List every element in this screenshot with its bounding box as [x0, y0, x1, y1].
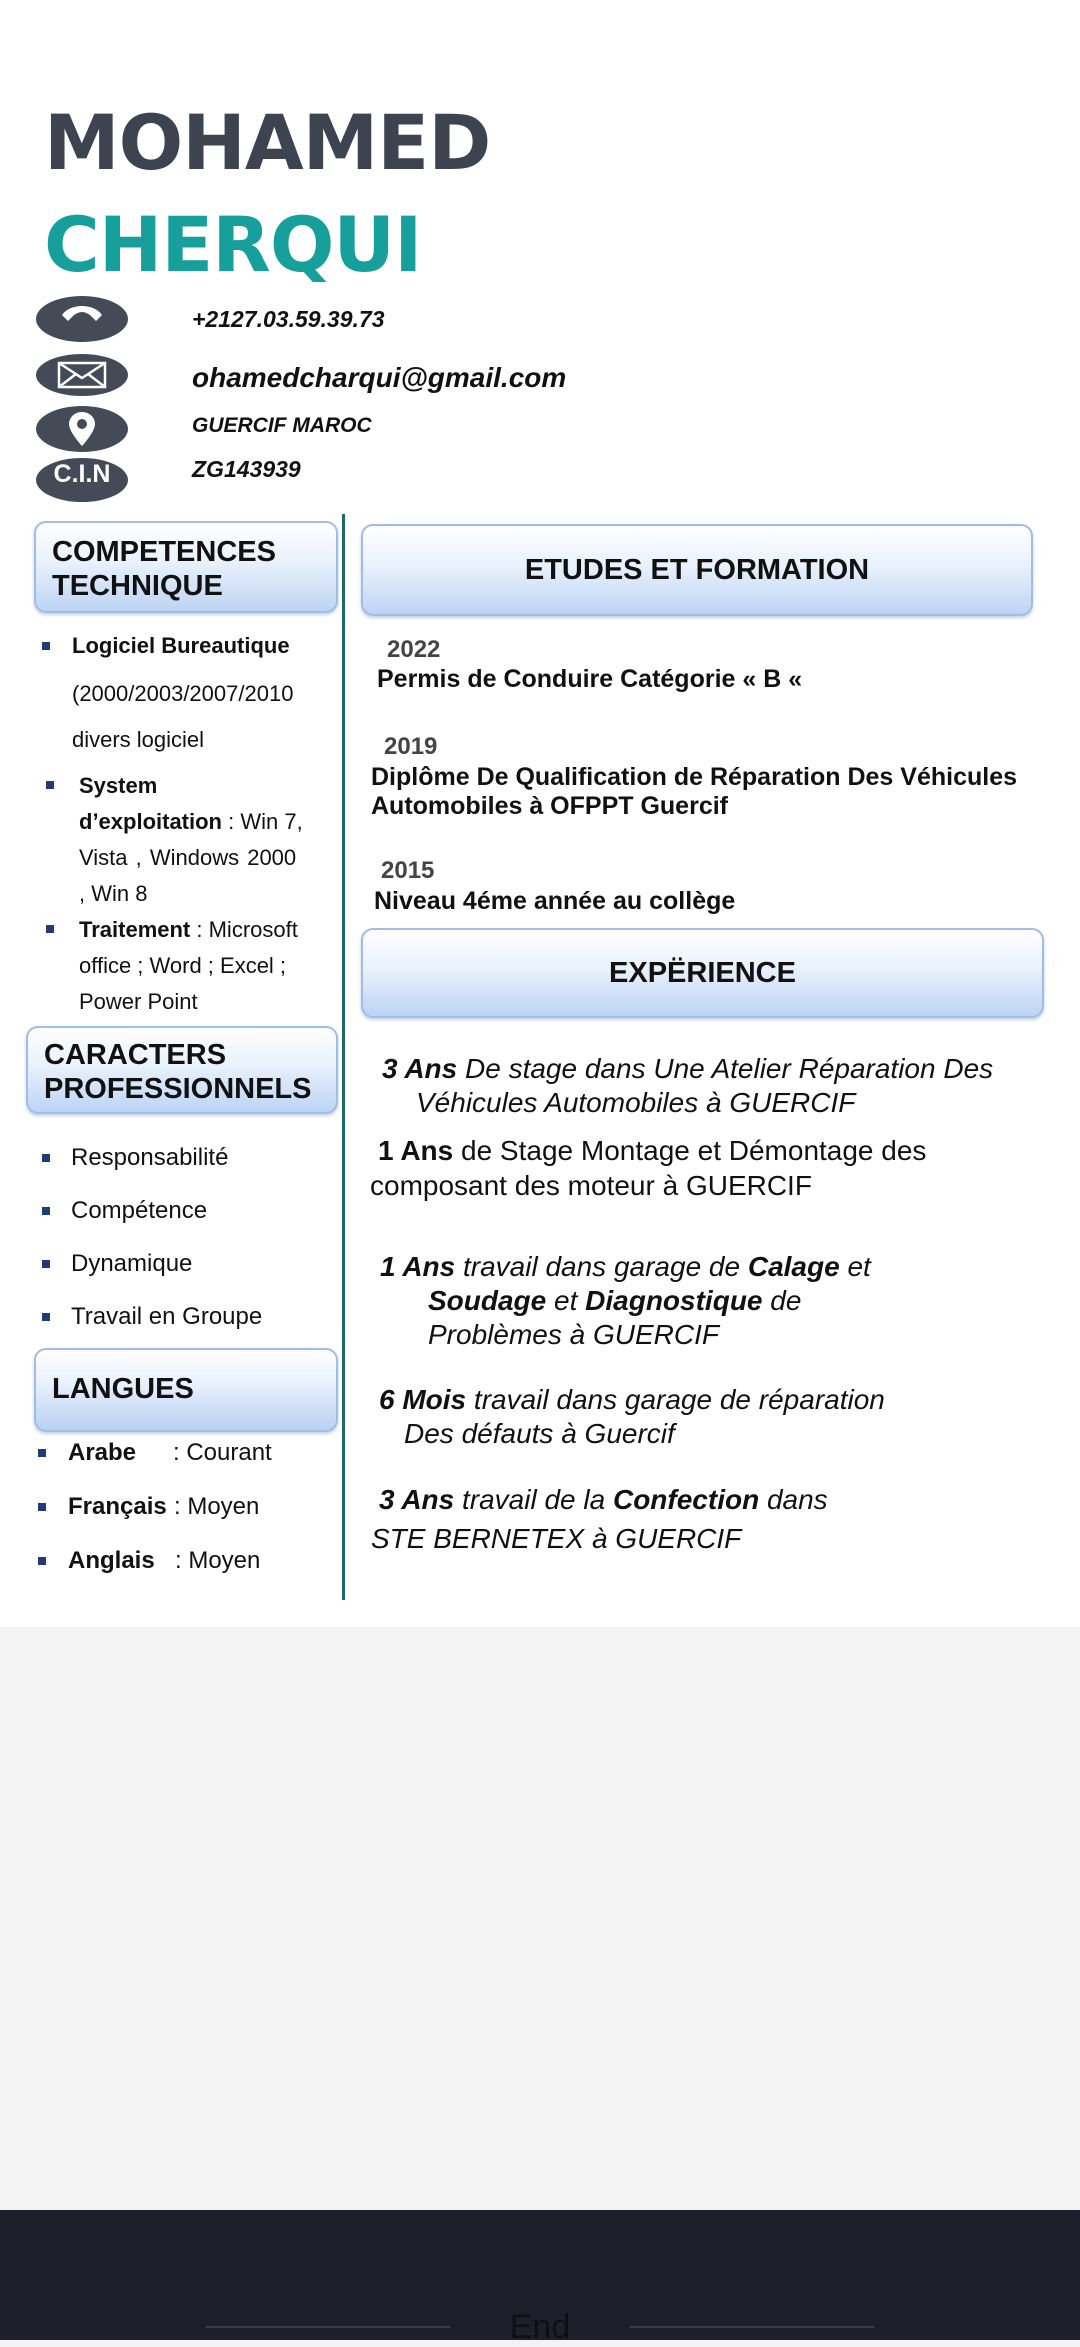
column-divider	[342, 514, 345, 1600]
experience-title: EXPËRIENCE	[609, 956, 796, 989]
bullet-icon	[46, 781, 54, 789]
comp3-line1	[79, 912, 298, 948]
exp3-text4: de	[762, 1285, 802, 1316]
caracters-header	[26, 1026, 338, 1114]
comp2-rest: : Win 7,	[222, 809, 303, 834]
exp2-text: de Stage Montage et Démontage des	[453, 1135, 927, 1166]
caracters-title-line1: CARACTERS	[44, 1039, 227, 1071]
etude-line1: Niveau 4éme année au collège	[374, 887, 736, 915]
experience-item-2	[378, 1134, 926, 1168]
langues-title: LANGUES	[52, 1373, 194, 1405]
etude-year: 2022	[387, 636, 441, 663]
language-name: Français	[68, 1493, 167, 1520]
bullet-icon	[42, 1154, 50, 1162]
etude-year: 2015	[381, 857, 435, 884]
exp3-line2	[428, 1284, 801, 1318]
langues-header	[34, 1348, 338, 1432]
etude-line1: Permis de Conduire Catégorie « B «	[377, 665, 803, 693]
competences-title-line1: COMPETENCES	[52, 536, 276, 568]
first-name: MOHAMED	[44, 98, 491, 187]
experience-item-1	[382, 1052, 993, 1086]
etudes-title: ETUDES ET FORMATION	[524, 553, 870, 586]
comp2-label2: d’exploitation	[79, 809, 222, 834]
exp3-bold2: Soudage	[428, 1285, 547, 1316]
experience-item-3	[380, 1250, 871, 1284]
exp3-line3: Problèmes à GUERCIF	[428, 1319, 719, 1350]
exp3-duration: 1 Ans	[380, 1251, 456, 1282]
envelope-icon	[36, 354, 128, 396]
comp2-label1: System	[79, 773, 158, 798]
exp4-duration: 6 Mois	[379, 1384, 467, 1415]
comp3-rest: : Microsoft	[190, 917, 298, 942]
competences-title-line2: TECHNIQUE	[52, 570, 223, 602]
caracter-item: Responsabilité	[71, 1144, 229, 1171]
language-name: Arabe	[68, 1439, 137, 1466]
comp3-line2: office ; Word ; Excel ;	[79, 953, 287, 978]
cin-icon-label: C.I.N	[53, 460, 111, 488]
email-text[interactable]: ohamedcharqui@gmail.com	[192, 362, 567, 393]
footer-bar	[0, 2210, 1080, 2346]
etudes-header	[361, 524, 1033, 616]
last-name: CHERQUI	[44, 200, 422, 289]
caracter-item: Travail en Groupe	[71, 1303, 263, 1330]
exp1-duration: 3 Ans	[382, 1053, 458, 1084]
address-text: GUERCIF MAROC	[192, 414, 372, 437]
caracter-item: Dynamique	[71, 1250, 193, 1277]
exp4-line2: Des défauts à Guercif	[404, 1418, 675, 1449]
comp2-line2	[79, 804, 303, 840]
experience-header	[361, 928, 1044, 1018]
comp3-line3: Power Point	[79, 989, 198, 1014]
bullet-icon	[42, 642, 50, 650]
exp5-duration: 3 Ans	[379, 1484, 455, 1515]
exp3-text2: et	[839, 1251, 871, 1282]
experience-item-5	[379, 1483, 828, 1517]
cin-text: ZG143939	[192, 456, 301, 482]
exp2-duration: 1 Ans	[378, 1135, 454, 1166]
location-icon	[36, 406, 128, 452]
bullet-icon	[42, 1260, 50, 1268]
end-label: End	[509, 2308, 571, 2346]
bullet-icon	[38, 1449, 46, 1457]
exp3-text: travail dans garage de	[455, 1251, 748, 1282]
comp3-label: Traitement	[79, 917, 191, 942]
exp5-text: travail de la	[454, 1484, 613, 1515]
bullet-icon	[42, 1207, 50, 1215]
etude-line1: Diplôme De Qualification de Réparation Des Véhicules	[371, 763, 1017, 791]
bullet-icon	[38, 1503, 46, 1511]
caracters-title-line2: PROFESSIONNELS	[44, 1073, 312, 1105]
competences-header	[34, 521, 338, 613]
comp1-line2: (2000/2003/2007/2010	[72, 681, 294, 706]
exp4-text: travail dans garage de réparation	[466, 1384, 885, 1415]
bullet-icon	[42, 1313, 50, 1321]
exp3-bold3: Diagnostique	[585, 1285, 763, 1316]
phone-icon	[36, 296, 128, 342]
etude-line2: Automobiles à OFPPT Guercif	[371, 792, 728, 820]
comp2-line4: , Win 8	[79, 881, 148, 906]
experience-item-4	[379, 1383, 885, 1417]
exp5-bold: Confection	[612, 1484, 760, 1515]
comp2-line3: Vista , Windows 2000	[79, 845, 297, 870]
exp2-line2: composant des moteur à GUERCIF	[370, 1170, 812, 1201]
language-level: : Courant	[173, 1439, 272, 1466]
caracter-item: Compétence	[71, 1197, 208, 1224]
etude-year: 2019	[384, 733, 438, 760]
language-level: : Moyen	[175, 1547, 261, 1574]
phone-text: +2127.03.59.39.73	[192, 306, 385, 332]
exp3-bold1: Calage	[747, 1251, 840, 1282]
exp1-text: De stage dans Une Atelier Réparation Des	[457, 1053, 994, 1084]
exp5-text2: dans	[759, 1484, 828, 1515]
bullet-icon	[46, 925, 54, 933]
language-level: : Moyen	[174, 1493, 260, 1520]
exp3-text3: et	[546, 1285, 586, 1316]
exp5-line2: STE BERNETEX à GUERCIF	[371, 1523, 742, 1554]
comp1-line3: divers logiciel	[72, 727, 205, 752]
id-card-icon	[36, 458, 128, 502]
exp1-line2: Véhicules Automobiles à GUERCIF	[416, 1087, 856, 1118]
bullet-icon	[38, 1557, 46, 1565]
language-name: Anglais	[68, 1547, 155, 1574]
comp1-label: Logiciel Bureautique	[72, 633, 290, 658]
